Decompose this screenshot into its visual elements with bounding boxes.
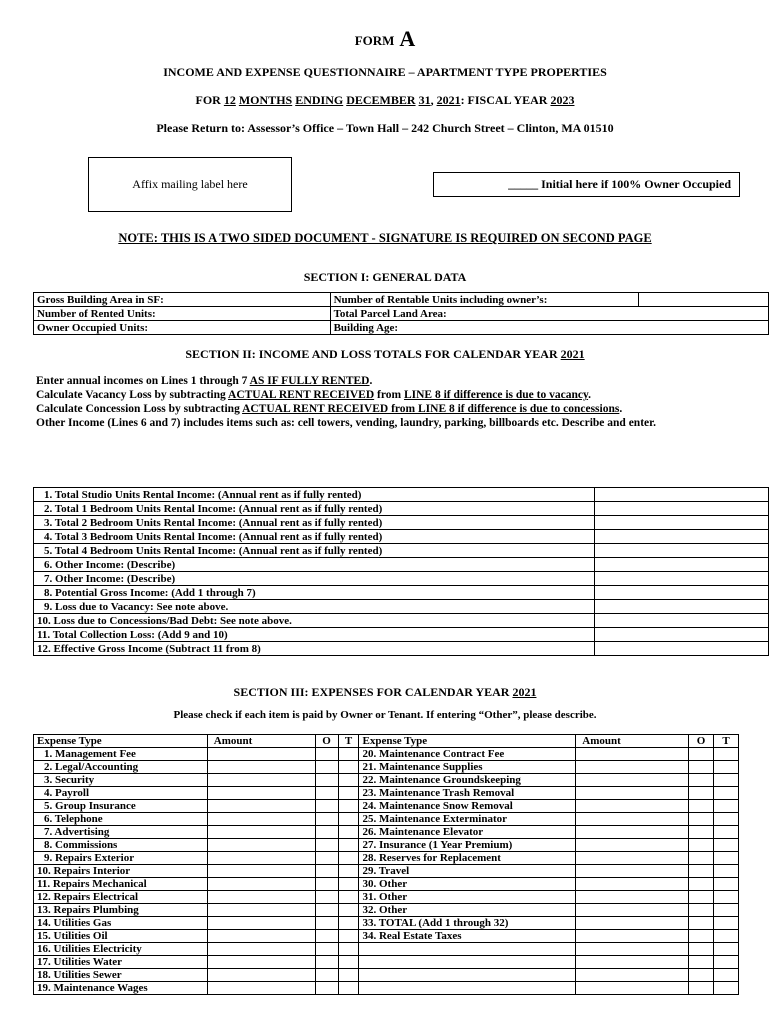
tenant-checkbox[interactable]	[714, 852, 739, 865]
expense-amount-field[interactable]	[576, 904, 689, 917]
expense-type-label: 20. Maintenance Contract Fee	[359, 748, 576, 761]
tenant-checkbox[interactable]	[338, 956, 359, 969]
owner-checkbox[interactable]	[689, 865, 714, 878]
owner-checkbox[interactable]	[689, 904, 714, 917]
period-text: ,	[430, 93, 437, 107]
owner-checkbox[interactable]	[315, 839, 338, 852]
tenant-checkbox[interactable]	[338, 930, 359, 943]
income-line-label: 8. Potential Gross Income: (Add 1 through 7)	[34, 586, 595, 600]
expense-type-label: 32. Other	[359, 904, 576, 917]
owner-checkbox[interactable]	[689, 826, 714, 839]
expense-type-label	[359, 982, 576, 995]
owner-checkbox[interactable]	[315, 774, 338, 787]
tenant-checkbox[interactable]	[714, 891, 739, 904]
owner-checkbox[interactable]	[689, 969, 714, 982]
expense-amount-field[interactable]	[207, 800, 315, 813]
expense-amount-field[interactable]	[207, 930, 315, 943]
tenant-checkbox[interactable]	[714, 800, 739, 813]
tenant-checkbox[interactable]	[714, 982, 739, 995]
owner-checkbox[interactable]	[315, 852, 338, 865]
owner-checkbox[interactable]	[689, 800, 714, 813]
owner-checkbox[interactable]	[689, 852, 714, 865]
owner-checkbox[interactable]	[315, 956, 338, 969]
expense-type-label: 6. Telephone	[34, 813, 208, 826]
expense-type-label: 10. Repairs Interior	[34, 865, 208, 878]
instruction-emphasis: LINE 8 if difference is due to vacancy	[403, 389, 589, 401]
expense-type-label: 3. Security	[34, 774, 208, 787]
income-line-row	[34, 488, 769, 502]
tenant-checkbox[interactable]	[338, 787, 359, 800]
tenant-checkbox[interactable]	[714, 930, 739, 943]
owner-checkbox[interactable]	[315, 891, 338, 904]
income-line-row	[34, 558, 769, 572]
tenant-checkbox[interactable]	[338, 891, 359, 904]
expense-amount-field[interactable]	[576, 982, 689, 995]
tenant-checkbox[interactable]	[338, 982, 359, 995]
owner-checkbox[interactable]	[689, 774, 714, 787]
owner-checkbox[interactable]	[315, 826, 338, 839]
income-line-label: 2. Total 1 Bedroom Units Rental Income: (Annual rent as if fully rented)	[34, 502, 595, 516]
tenant-checkbox[interactable]	[714, 969, 739, 982]
tenant-checkbox[interactable]	[338, 878, 359, 891]
section-2-title	[0, 347, 770, 362]
period-text: ENDING	[295, 93, 344, 107]
expense-row	[34, 787, 739, 800]
income-line-row	[34, 516, 769, 530]
expense-amount-field[interactable]	[576, 878, 689, 891]
tenant-checkbox[interactable]	[714, 956, 739, 969]
owner-checkbox[interactable]	[689, 878, 714, 891]
owner-checkbox[interactable]	[689, 787, 714, 800]
form-letter: A	[399, 26, 416, 51]
expense-row	[34, 917, 739, 930]
expense-row	[34, 891, 739, 904]
section-year: 2021	[512, 685, 537, 699]
owner-checkbox[interactable]	[315, 748, 338, 761]
expense-type-label: 16. Utilities Electricity	[34, 943, 208, 956]
income-line-row	[34, 614, 769, 628]
rentable-units-label: Number of Rentable Units including owner’s:	[330, 293, 639, 307]
rented-units-field[interactable]: Number of Rented Units:	[34, 307, 331, 321]
tenant-checkbox[interactable]	[714, 865, 739, 878]
expense-row	[34, 839, 739, 852]
expense-amount-field[interactable]	[576, 969, 689, 982]
expense-amount-field[interactable]	[207, 956, 315, 969]
instruction-line	[36, 374, 736, 388]
income-line-label: 12. Effective Gross Income (Subtract 11 from 8)	[34, 642, 595, 656]
owner-checkbox[interactable]	[689, 943, 714, 956]
income-line-amount-field[interactable]	[595, 586, 769, 600]
amount-header: Amount	[576, 735, 689, 748]
instruction-text: Enter annual incomes on Lines 1 through 7	[36, 375, 250, 387]
expense-type-label: 34. Real Estate Taxes	[359, 930, 576, 943]
income-line-label: 6. Other Income: (Describe)	[34, 558, 595, 572]
owner-checkbox[interactable]	[315, 917, 338, 930]
tenant-checkbox[interactable]	[338, 969, 359, 982]
period-text: 2023	[550, 93, 575, 107]
expense-amount-field[interactable]	[207, 839, 315, 852]
instruction-text: .	[619, 403, 623, 415]
tenant-checkbox[interactable]	[338, 813, 359, 826]
period-text: : FISCAL YEAR	[460, 93, 551, 107]
instruction-emphasis: ACTUAL RENT RECEIVED from LINE 8 if difference is due to concessions	[242, 403, 620, 415]
income-line-amount-field[interactable]	[595, 628, 769, 642]
expense-type-label: 18. Utilities Sewer	[34, 969, 208, 982]
period-text: 12	[223, 93, 236, 107]
expense-type-label: 33. TOTAL (Add 1 through 32)	[359, 917, 576, 930]
expense-row	[34, 904, 739, 917]
tenant-checkbox[interactable]	[338, 748, 359, 761]
owner-checkbox[interactable]	[689, 891, 714, 904]
expense-type-label: 7. Advertising	[34, 826, 208, 839]
expense-amount-field[interactable]	[576, 813, 689, 826]
expense-amount-field[interactable]	[207, 982, 315, 995]
expense-type-label: 14. Utilities Gas	[34, 917, 208, 930]
instruction-emphasis: ACTUAL RENT RECEIVED	[228, 389, 375, 401]
owner-checkbox[interactable]	[315, 761, 338, 774]
owner-header: O	[689, 735, 714, 748]
section-year: 2021	[560, 347, 585, 361]
gross-building-area-field[interactable]: Gross Building Area in SF:	[34, 293, 331, 307]
expense-type-label: 29. Travel	[359, 865, 576, 878]
owner-checkbox[interactable]	[315, 904, 338, 917]
expense-row	[34, 878, 739, 891]
building-age-field[interactable]: Building Age:	[330, 321, 768, 335]
income-line-row	[34, 600, 769, 614]
period-text: 2021	[436, 93, 461, 107]
income-line-row	[34, 530, 769, 544]
instruction-text: .	[588, 389, 591, 401]
income-line-amount-field[interactable]	[595, 642, 769, 656]
tenant-header: T	[714, 735, 739, 748]
owner-checkbox[interactable]	[689, 982, 714, 995]
expense-type-label: 1. Management Fee	[34, 748, 208, 761]
tenant-checkbox[interactable]	[338, 904, 359, 917]
tenant-checkbox[interactable]	[338, 800, 359, 813]
expenses-table	[33, 734, 739, 995]
expense-type-header: Expense Type	[359, 735, 576, 748]
expense-row	[34, 852, 739, 865]
tenant-checkbox[interactable]	[338, 774, 359, 787]
income-line-row	[34, 572, 769, 586]
expense-row	[34, 982, 739, 995]
tenant-checkbox[interactable]	[338, 826, 359, 839]
income-line-label: 4. Total 3 Bedroom Units Rental Income: (Annual rent as if fully rented)	[34, 530, 595, 544]
expense-type-label: 22. Maintenance Groundskeeping	[359, 774, 576, 787]
expense-row	[34, 800, 739, 813]
tenant-checkbox[interactable]	[714, 826, 739, 839]
expense-amount-field[interactable]	[576, 891, 689, 904]
income-line-label: 3. Total 2 Bedroom Units Rental Income: (Annual rent as if fully rented)	[34, 516, 595, 530]
expense-amount-field[interactable]	[207, 813, 315, 826]
tenant-checkbox[interactable]	[714, 748, 739, 761]
expense-amount-field[interactable]	[207, 904, 315, 917]
expense-type-label: 23. Maintenance Trash Removal	[359, 787, 576, 800]
expense-row	[34, 943, 739, 956]
period-text: 31	[418, 93, 431, 107]
expense-amount-field[interactable]	[207, 917, 315, 930]
expense-amount-field[interactable]	[207, 761, 315, 774]
instruction-line	[36, 388, 736, 402]
income-line-amount-field[interactable]	[595, 544, 769, 558]
form-label: FORM	[354, 33, 395, 48]
income-line-amount-field[interactable]	[595, 502, 769, 516]
fiscal-period	[0, 93, 770, 108]
income-line-amount-field[interactable]	[595, 572, 769, 586]
expense-amount-field[interactable]	[207, 943, 315, 956]
tenant-checkbox[interactable]	[714, 813, 739, 826]
table-row	[34, 307, 769, 321]
period-text: FOR	[195, 93, 224, 107]
tenant-checkbox[interactable]	[338, 852, 359, 865]
expense-type-label: 30. Other	[359, 878, 576, 891]
expense-type-label: 12. Repairs Electrical	[34, 891, 208, 904]
owner-checkbox[interactable]	[689, 761, 714, 774]
expense-amount-field[interactable]	[576, 826, 689, 839]
instruction-text: .	[369, 375, 373, 387]
owner-checkbox[interactable]	[315, 865, 338, 878]
income-line-row	[34, 586, 769, 600]
income-line-amount-field[interactable]	[595, 530, 769, 544]
expense-amount-field[interactable]	[207, 852, 315, 865]
income-line-row	[34, 642, 769, 656]
tenant-checkbox[interactable]	[338, 839, 359, 852]
owner-header: O	[315, 735, 338, 748]
instruction-text: from	[374, 389, 404, 401]
tenant-checkbox[interactable]	[714, 787, 739, 800]
instruction-line	[36, 402, 736, 416]
owner-checkbox[interactable]	[315, 787, 338, 800]
expense-type-label: 4. Payroll	[34, 787, 208, 800]
expense-type-label: 8. Commissions	[34, 839, 208, 852]
tenant-checkbox[interactable]	[714, 878, 739, 891]
expense-amount-field[interactable]	[576, 865, 689, 878]
mailing-label-box: Affix mailing label here	[88, 157, 292, 212]
expense-amount-field[interactable]	[576, 774, 689, 787]
income-line-label: 11. Total Collection Loss: (Add 9 and 10)	[34, 628, 595, 642]
owner-checkbox[interactable]	[315, 930, 338, 943]
expense-type-label: 25. Maintenance Exterminator	[359, 813, 576, 826]
expenses-header-row	[34, 735, 739, 748]
rentable-units-field[interactable]	[639, 293, 769, 307]
expense-type-label: 5. Group Insurance	[34, 800, 208, 813]
expense-type-label: 19. Maintenance Wages	[34, 982, 208, 995]
expense-row	[34, 930, 739, 943]
expense-amount-field[interactable]	[576, 852, 689, 865]
tenant-checkbox[interactable]	[714, 943, 739, 956]
expense-row	[34, 969, 739, 982]
owner-checkbox[interactable]	[689, 956, 714, 969]
tenant-checkbox[interactable]	[714, 839, 739, 852]
expense-amount-field[interactable]	[207, 774, 315, 787]
owner-checkbox[interactable]	[315, 969, 338, 982]
expense-amount-field[interactable]	[207, 891, 315, 904]
expense-amount-field[interactable]	[576, 839, 689, 852]
instruction-text: Calculate Concession Loss by subtracting	[36, 403, 243, 415]
expense-amount-field[interactable]	[576, 943, 689, 956]
expense-row	[34, 826, 739, 839]
owner-checkbox[interactable]	[315, 878, 338, 891]
income-line-row	[34, 628, 769, 642]
owner-checkbox[interactable]	[315, 813, 338, 826]
income-line-label: 9. Loss due to Vacancy: See note above.	[34, 600, 595, 614]
owner-checkbox[interactable]	[315, 943, 338, 956]
expense-type-label: 2. Legal/Accounting	[34, 761, 208, 774]
period-text: MONTHS	[238, 93, 293, 107]
tenant-checkbox[interactable]	[714, 904, 739, 917]
income-line-amount-field[interactable]	[595, 516, 769, 530]
expense-row	[34, 761, 739, 774]
expense-row	[34, 748, 739, 761]
expense-amount-field[interactable]	[576, 800, 689, 813]
expense-amount-field[interactable]	[576, 761, 689, 774]
expense-row	[34, 774, 739, 787]
income-line-label: 7. Other Income: (Describe)	[34, 572, 595, 586]
parcel-land-area-field[interactable]: Total Parcel Land Area:	[330, 307, 768, 321]
section-title-text: SECTION III: EXPENSES FOR CALENDAR YEAR	[233, 685, 513, 699]
return-address: Please Return to: Assessor’s Office – Town Hall – 242 Church Street – Clinton, MA 01510	[156, 121, 614, 135]
owner-checkbox[interactable]	[689, 839, 714, 852]
expense-amount-field[interactable]	[207, 748, 315, 761]
income-line-row	[34, 502, 769, 516]
income-line-row	[34, 544, 769, 558]
expense-type-label	[359, 956, 576, 969]
period-text: DECEMBER	[346, 93, 416, 107]
expense-type-label: 26. Maintenance Elevator	[359, 826, 576, 839]
expense-amount-field[interactable]	[576, 930, 689, 943]
amount-header: Amount	[207, 735, 315, 748]
expense-amount-field[interactable]	[207, 826, 315, 839]
expense-type-label: 15. Utilities Oil	[34, 930, 208, 943]
expense-amount-field[interactable]	[576, 956, 689, 969]
expense-type-header: Expense Type	[34, 735, 208, 748]
expense-amount-field[interactable]	[576, 917, 689, 930]
expense-type-label	[359, 969, 576, 982]
owner-checkbox[interactable]	[689, 930, 714, 943]
expense-row	[34, 956, 739, 969]
form-title	[0, 26, 770, 52]
instruction-emphasis: AS IF FULLY RENTED	[249, 375, 370, 387]
expense-row	[34, 813, 739, 826]
table-row	[34, 321, 769, 335]
two-sided-note: NOTE: THIS IS A TWO SIDED DOCUMENT - SIGNATURE IS REQUIRED ON SECOND PAGE	[118, 231, 652, 245]
income-line-label: 10. Loss due to Concessions/Bad Debt: See note above.	[34, 614, 595, 628]
income-line-label: 1. Total Studio Units Rental Income: (Annual rent as if fully rented)	[34, 488, 595, 502]
income-line-amount-field[interactable]	[595, 558, 769, 572]
income-line-amount-field[interactable]	[595, 600, 769, 614]
tenant-header: T	[338, 735, 359, 748]
tenant-checkbox[interactable]	[338, 917, 359, 930]
expense-type-label	[359, 943, 576, 956]
questionnaire-title: INCOME AND EXPENSE QUESTIONNAIRE – APARTMENT TYPE PROPERTIES	[163, 65, 607, 79]
tenant-checkbox[interactable]	[714, 917, 739, 930]
owner-checkbox[interactable]	[689, 748, 714, 761]
expense-amount-field[interactable]	[576, 787, 689, 800]
table-row	[34, 293, 769, 307]
income-table	[33, 487, 769, 656]
expense-type-label: 31. Other	[359, 891, 576, 904]
instruction-line: Other Income (Lines 6 and 7) includes items such as: cell towers, vending, laundry, parking, billboards etc. Describe and enter.	[36, 417, 657, 429]
tenant-checkbox[interactable]	[714, 761, 739, 774]
expense-amount-field[interactable]	[576, 748, 689, 761]
expense-type-label: 21. Maintenance Supplies	[359, 761, 576, 774]
expense-amount-field[interactable]	[207, 878, 315, 891]
tenant-checkbox[interactable]	[338, 865, 359, 878]
expense-type-label: 17. Utilities Water	[34, 956, 208, 969]
owner-checkbox[interactable]	[315, 800, 338, 813]
section-3-subtitle: Please check if each item is paid by Owner or Tenant. If entering “Other”, please describe.	[173, 709, 597, 721]
section-3-title	[0, 685, 770, 700]
tenant-checkbox[interactable]	[338, 761, 359, 774]
income-line-label: 5. Total 4 Bedroom Units Rental Income: (Annual rent as if fully rented)	[34, 544, 595, 558]
general-data-table	[33, 292, 769, 335]
expense-amount-field[interactable]	[207, 787, 315, 800]
expense-type-label: 11. Repairs Mechanical	[34, 878, 208, 891]
owner-checkbox[interactable]	[689, 813, 714, 826]
section-1-title: SECTION I: GENERAL DATA	[303, 270, 467, 284]
expense-type-label: 13. Repairs Plumbing	[34, 904, 208, 917]
expense-type-label: 28. Reserves for Replacement	[359, 852, 576, 865]
expense-row	[34, 865, 739, 878]
section-title-text: SECTION II: INCOME AND LOSS TOTALS FOR CALENDAR YEAR	[185, 347, 561, 361]
instruction-text: Calculate Vacancy Loss by subtracting	[36, 389, 229, 401]
expense-type-label: 27. Insurance (1 Year Premium)	[359, 839, 576, 852]
tenant-checkbox[interactable]	[338, 943, 359, 956]
income-line-amount-field[interactable]	[595, 614, 769, 628]
income-instructions	[36, 374, 736, 430]
owner-occupied-units-field[interactable]: Owner Occupied Units:	[34, 321, 331, 335]
owner-checkbox[interactable]	[689, 917, 714, 930]
income-line-amount-field[interactable]	[595, 488, 769, 502]
tenant-checkbox[interactable]	[714, 774, 739, 787]
expense-type-label: 9. Repairs Exterior	[34, 852, 208, 865]
owner-checkbox[interactable]	[315, 982, 338, 995]
expense-amount-field[interactable]	[207, 969, 315, 982]
expense-type-label: 24. Maintenance Snow Removal	[359, 800, 576, 813]
expense-amount-field[interactable]	[207, 865, 315, 878]
owner-occupied-initial-box[interactable]: _____ Initial here if 100% Owner Occupied	[433, 172, 740, 197]
